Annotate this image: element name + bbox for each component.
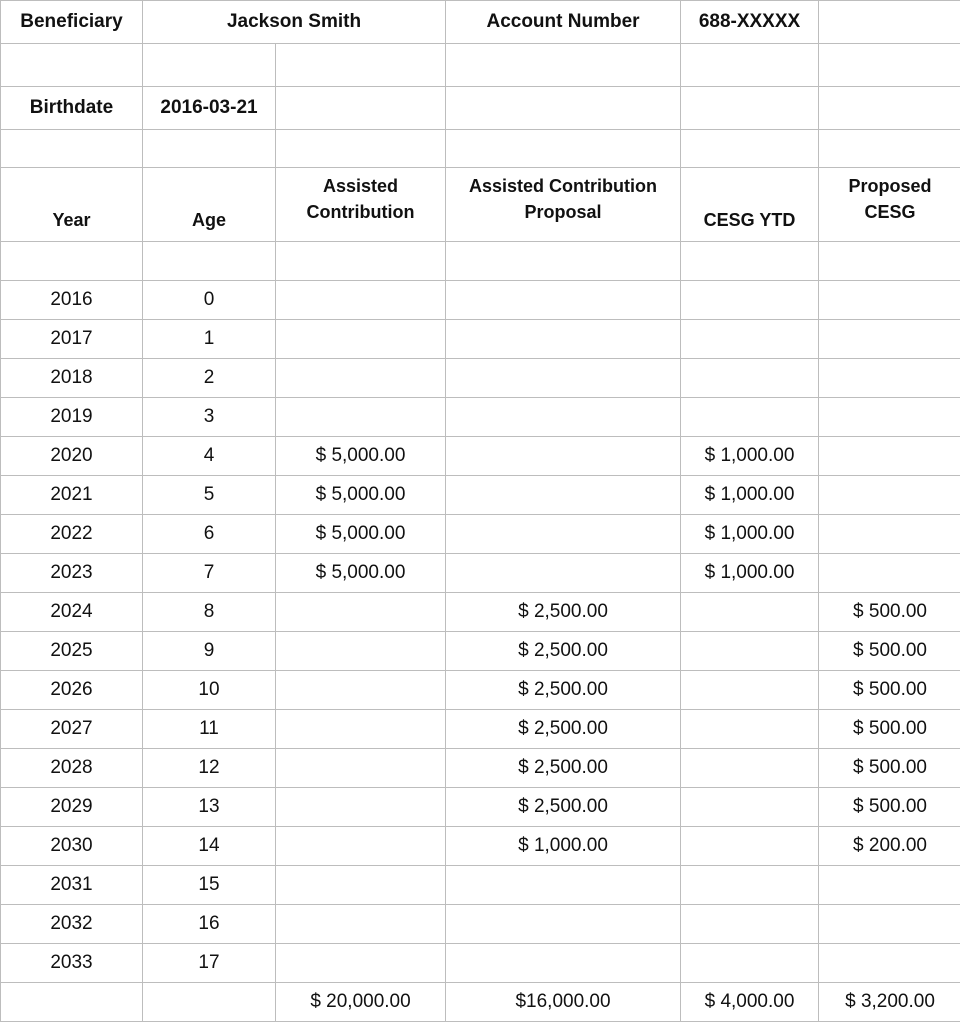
- table-row: [1, 710, 960, 749]
- birthdate-row: [1, 87, 960, 130]
- proposed-cesg-cell[interactable]: $ 500.00: [819, 749, 960, 788]
- assisted-contribution-proposal-header[interactable]: [446, 168, 681, 242]
- empty-cell[interactable]: [446, 44, 681, 87]
- contribution-proposal-cell[interactable]: [446, 320, 681, 359]
- empty-cell[interactable]: [681, 130, 819, 168]
- header-line: Contribution: [276, 199, 445, 225]
- empty-cell[interactable]: [819, 1, 960, 44]
- beneficiary-row: [1, 1, 960, 44]
- table-row: [1, 281, 960, 320]
- table-row: [1, 593, 960, 632]
- year-header[interactable]: Year: [1, 168, 143, 242]
- assisted-contribution-cell[interactable]: [276, 710, 446, 749]
- cesg-ytd-cell[interactable]: [681, 320, 819, 359]
- contribution-proposal-cell[interactable]: $ 2,500.00: [446, 788, 681, 827]
- year-cell[interactable]: 2024: [1, 593, 143, 632]
- empty-cell[interactable]: [143, 130, 276, 168]
- assisted-contribution-cell[interactable]: [276, 788, 446, 827]
- year-cell[interactable]: 2029: [1, 788, 143, 827]
- empty-cell[interactable]: [819, 44, 960, 87]
- assisted-contribution-cell[interactable]: [276, 944, 446, 983]
- empty-cell[interactable]: [681, 44, 819, 87]
- contribution-proposal-cell[interactable]: [446, 437, 681, 476]
- empty-cell[interactable]: [276, 87, 446, 130]
- header-line: Proposed: [819, 173, 960, 199]
- contribution-proposal-cell[interactable]: [446, 905, 681, 944]
- proposed-cesg-cell[interactable]: $ 500.00: [819, 671, 960, 710]
- table-row: [1, 866, 960, 905]
- assisted-contribution-cell[interactable]: [276, 671, 446, 710]
- empty-cell[interactable]: [276, 44, 446, 87]
- age-cell[interactable]: 16: [143, 905, 276, 944]
- age-cell[interactable]: 11: [143, 710, 276, 749]
- header-line: Assisted Contribution: [446, 173, 680, 199]
- cesg-ytd-cell[interactable]: [681, 671, 819, 710]
- age-cell[interactable]: 12: [143, 749, 276, 788]
- year-cell[interactable]: 2016: [1, 281, 143, 320]
- column-header-row: [1, 168, 960, 242]
- age-cell[interactable]: 6: [143, 515, 276, 554]
- age-cell[interactable]: 5: [143, 476, 276, 515]
- cesg-ytd-cell[interactable]: [681, 359, 819, 398]
- assisted-contribution-cell[interactable]: $ 5,000.00: [276, 554, 446, 593]
- proposed-cesg-cell[interactable]: $ 500.00: [819, 710, 960, 749]
- assisted-contribution-cell[interactable]: [276, 866, 446, 905]
- cesg-ytd-cell[interactable]: $ 1,000.00: [681, 437, 819, 476]
- contribution-proposal-cell[interactable]: [446, 359, 681, 398]
- contribution-proposal-cell[interactable]: $ 2,500.00: [446, 671, 681, 710]
- proposed-cesg-cell[interactable]: $ 200.00: [819, 827, 960, 866]
- assisted-contribution-cell[interactable]: [276, 398, 446, 437]
- empty-cell[interactable]: [1, 44, 143, 87]
- spacer-row: [1, 130, 960, 168]
- assisted-contribution-cell[interactable]: [276, 320, 446, 359]
- cesg-ytd-cell[interactable]: [681, 749, 819, 788]
- birthdate-value[interactable]: 2016-03-21: [143, 87, 276, 130]
- header-line: Assisted: [276, 173, 445, 199]
- spacer-row: [1, 44, 960, 87]
- proposed-cesg-cell[interactable]: $ 500.00: [819, 593, 960, 632]
- empty-cell[interactable]: [143, 242, 276, 281]
- proposed-cesg-cell[interactable]: [819, 554, 960, 593]
- account-number-value[interactable]: 688-XXXXX: [681, 1, 819, 44]
- year-cell[interactable]: 2017: [1, 320, 143, 359]
- empty-cell[interactable]: [446, 130, 681, 168]
- table-row: [1, 632, 960, 671]
- empty-cell[interactable]: [1, 130, 143, 168]
- proposed-cesg-cell[interactable]: $ 500.00: [819, 788, 960, 827]
- contribution-proposal-cell[interactable]: $ 2,500.00: [446, 749, 681, 788]
- empty-cell[interactable]: [819, 87, 960, 130]
- cesg-ytd-cell[interactable]: [681, 788, 819, 827]
- proposed-cesg-cell[interactable]: $ 500.00: [819, 632, 960, 671]
- empty-cell[interactable]: [143, 44, 276, 87]
- assisted-contribution-cell[interactable]: [276, 749, 446, 788]
- proposed-cesg-cell[interactable]: [819, 515, 960, 554]
- assisted-contribution-cell[interactable]: $ 5,000.00: [276, 476, 446, 515]
- proposed-cesg-cell[interactable]: [819, 944, 960, 983]
- empty-cell[interactable]: [143, 983, 276, 1022]
- proposed-cesg-cell[interactable]: [819, 437, 960, 476]
- table-row: [1, 554, 960, 593]
- empty-cell[interactable]: [681, 242, 819, 281]
- table-row: [1, 476, 960, 515]
- assisted-contribution-cell[interactable]: [276, 827, 446, 866]
- year-cell[interactable]: 2026: [1, 671, 143, 710]
- spacer-row: [1, 242, 960, 281]
- age-cell[interactable]: 15: [143, 866, 276, 905]
- contribution-proposal-cell[interactable]: [446, 554, 681, 593]
- assisted-contribution-cell[interactable]: $ 5,000.00: [276, 515, 446, 554]
- assisted-contribution-cell[interactable]: [276, 905, 446, 944]
- cesg-ytd-cell[interactable]: $ 1,000.00: [681, 554, 819, 593]
- proposed-cesg-cell[interactable]: [819, 281, 960, 320]
- proposed-cesg-cell[interactable]: [819, 905, 960, 944]
- assisted-contribution-cell[interactable]: [276, 593, 446, 632]
- cesg-ytd-cell[interactable]: [681, 944, 819, 983]
- beneficiary-name[interactable]: Jackson Smith: [143, 1, 446, 44]
- beneficiary-label[interactable]: Beneficiary: [1, 1, 143, 44]
- table-row: [1, 671, 960, 710]
- age-cell[interactable]: 14: [143, 827, 276, 866]
- contribution-proposal-cell[interactable]: [446, 398, 681, 437]
- age-cell[interactable]: 17: [143, 944, 276, 983]
- year-cell[interactable]: 2032: [1, 905, 143, 944]
- cesg-ytd-cell[interactable]: [681, 827, 819, 866]
- total-assisted-contribution[interactable]: $ 20,000.00: [276, 983, 446, 1022]
- cesg-ytd-cell[interactable]: [681, 593, 819, 632]
- contribution-proposal-cell[interactable]: [446, 281, 681, 320]
- year-cell[interactable]: 2033: [1, 944, 143, 983]
- year-cell[interactable]: 2022: [1, 515, 143, 554]
- cesg-ytd-cell[interactable]: [681, 905, 819, 944]
- contribution-proposal-cell[interactable]: $ 1,000.00: [446, 827, 681, 866]
- table-row: [1, 437, 960, 476]
- table-row: [1, 827, 960, 866]
- contribution-proposal-cell[interactable]: [446, 944, 681, 983]
- empty-cell[interactable]: [1, 983, 143, 1022]
- table-row: [1, 320, 960, 359]
- contribution-proposal-cell[interactable]: $ 2,500.00: [446, 632, 681, 671]
- table-row: [1, 515, 960, 554]
- age-header[interactable]: Age: [143, 168, 276, 242]
- age-cell[interactable]: 4: [143, 437, 276, 476]
- year-cell[interactable]: 2025: [1, 632, 143, 671]
- year-cell[interactable]: 2020: [1, 437, 143, 476]
- empty-cell[interactable]: [446, 242, 681, 281]
- total-proposed-cesg[interactable]: $ 3,200.00: [819, 983, 960, 1022]
- year-cell[interactable]: 2018: [1, 359, 143, 398]
- assisted-contribution-cell[interactable]: [276, 281, 446, 320]
- age-cell[interactable]: 13: [143, 788, 276, 827]
- header-line: Proposal: [446, 199, 680, 225]
- cesg-ytd-cell[interactable]: [681, 398, 819, 437]
- proposed-cesg-cell[interactable]: [819, 476, 960, 515]
- table-row: [1, 749, 960, 788]
- year-cell[interactable]: 2027: [1, 710, 143, 749]
- totals-row: [1, 983, 960, 1022]
- age-cell[interactable]: 0: [143, 281, 276, 320]
- proposed-cesg-cell[interactable]: [819, 359, 960, 398]
- empty-cell[interactable]: [1, 242, 143, 281]
- age-cell[interactable]: 9: [143, 632, 276, 671]
- contribution-proposal-cell[interactable]: [446, 476, 681, 515]
- age-cell[interactable]: 3: [143, 398, 276, 437]
- age-cell[interactable]: 1: [143, 320, 276, 359]
- contribution-proposal-cell[interactable]: [446, 515, 681, 554]
- year-cell[interactable]: 2031: [1, 866, 143, 905]
- assisted-contribution-cell[interactable]: [276, 632, 446, 671]
- cesg-ytd-cell[interactable]: [681, 710, 819, 749]
- contribution-proposal-cell[interactable]: $ 2,500.00: [446, 710, 681, 749]
- year-cell[interactable]: 2019: [1, 398, 143, 437]
- account-number-label[interactable]: Account Number: [446, 1, 681, 44]
- empty-cell[interactable]: [819, 130, 960, 168]
- cesg-ytd-header[interactable]: CESG YTD: [681, 168, 819, 242]
- cesg-ytd-cell[interactable]: [681, 866, 819, 905]
- year-cell[interactable]: 2021: [1, 476, 143, 515]
- cesg-ytd-cell[interactable]: $ 1,000.00: [681, 476, 819, 515]
- age-cell[interactable]: 7: [143, 554, 276, 593]
- year-cell[interactable]: 2030: [1, 827, 143, 866]
- table-row: [1, 905, 960, 944]
- cesg-ytd-cell[interactable]: [681, 281, 819, 320]
- table-row: [1, 359, 960, 398]
- empty-cell[interactable]: [276, 130, 446, 168]
- empty-cell[interactable]: [681, 87, 819, 130]
- table-row: [1, 944, 960, 983]
- cesg-ytd-cell[interactable]: $ 1,000.00: [681, 515, 819, 554]
- total-contribution-proposal[interactable]: $16,000.00: [446, 983, 681, 1022]
- proposed-cesg-cell[interactable]: [819, 866, 960, 905]
- year-cell[interactable]: 2028: [1, 749, 143, 788]
- header-line: CESG: [819, 199, 960, 225]
- table-row: [1, 788, 960, 827]
- assisted-contribution-header[interactable]: [276, 168, 446, 242]
- contribution-proposal-cell[interactable]: $ 2,500.00: [446, 593, 681, 632]
- age-cell[interactable]: 2: [143, 359, 276, 398]
- empty-cell[interactable]: [446, 87, 681, 130]
- cesg-ytd-cell[interactable]: [681, 632, 819, 671]
- total-cesg-ytd[interactable]: $ 4,000.00: [681, 983, 819, 1022]
- assisted-contribution-cell[interactable]: $ 5,000.00: [276, 437, 446, 476]
- empty-cell[interactable]: [276, 242, 446, 281]
- year-cell[interactable]: 2023: [1, 554, 143, 593]
- age-cell[interactable]: 10: [143, 671, 276, 710]
- proposed-cesg-cell[interactable]: [819, 320, 960, 359]
- age-cell[interactable]: 8: [143, 593, 276, 632]
- proposed-cesg-header[interactable]: [819, 168, 960, 242]
- assisted-contribution-cell[interactable]: [276, 359, 446, 398]
- table-row: [1, 398, 960, 437]
- contribution-proposal-cell[interactable]: [446, 866, 681, 905]
- proposed-cesg-cell[interactable]: [819, 398, 960, 437]
- empty-cell[interactable]: [819, 242, 960, 281]
- birthdate-label[interactable]: Birthdate: [1, 87, 143, 130]
